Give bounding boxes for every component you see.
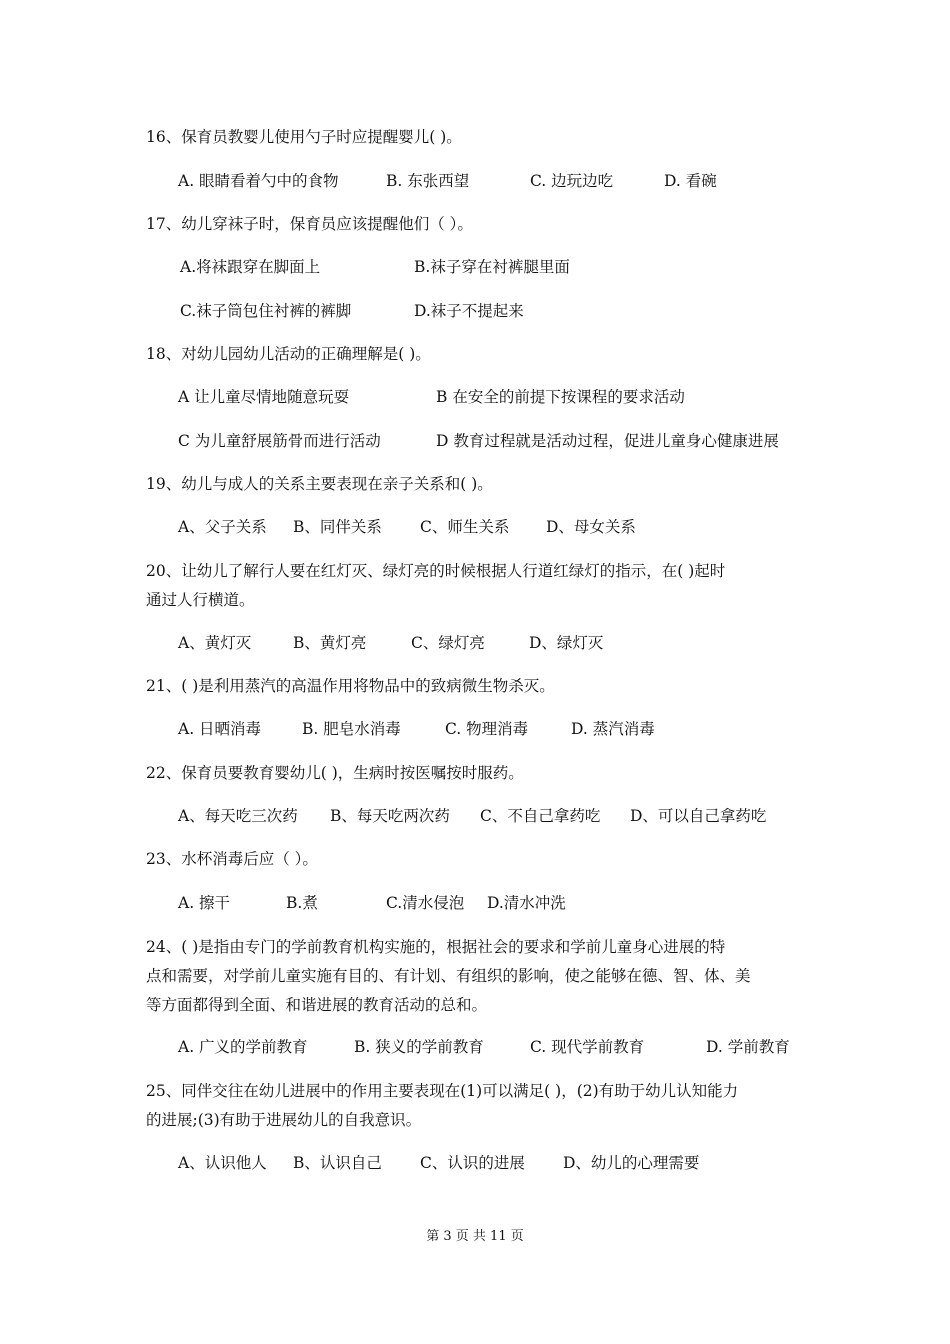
- question-24-option-b: B. 狭义的学前教育: [354, 1038, 484, 1056]
- question-16-option-b: B. 东张西望: [386, 172, 470, 190]
- page-number-footer: 第 3 页 共 11 页: [426, 1229, 524, 1244]
- question-25-option-a: A、认识他人: [178, 1154, 267, 1172]
- question-20-option-b: B、黄灯亮: [293, 634, 367, 652]
- question-18-text: 18、对幼儿园幼儿活动的正确理解是( )。: [146, 345, 431, 363]
- question-17-option-c: C.袜子筒包住衬裤的裤脚: [180, 302, 352, 320]
- question-16-option-a: A. 眼睛看着勺中的食物: [178, 172, 339, 190]
- question-25-option-c: C、认识的进展: [420, 1154, 525, 1172]
- question-25-text-line-2: 的进展;(3)有助于进展幼儿的自我意识。: [146, 1111, 422, 1129]
- question-23-option-c: C.清水侵泡: [386, 894, 465, 912]
- question-24-text-line-2: 点和需要，对学前儿童实施有目的、有计划、有组织的影响，使之能够在德、智、体、美: [146, 967, 751, 985]
- question-19-option-c: C、师生关系: [420, 518, 510, 536]
- question-18-option-b: B 在安全的前提下按课程的要求活动: [436, 388, 685, 406]
- question-19-option-b: B、同伴关系: [293, 518, 382, 536]
- question-21-option-d: D. 蒸汽消毒: [571, 720, 655, 738]
- question-17-option-b: B.袜子穿在衬裤腿里面: [414, 258, 570, 276]
- question-22-option-b: B、每天吃两次药: [330, 807, 450, 825]
- question-20-text-line-2: 通过人行横道。: [146, 591, 255, 609]
- question-22-option-d: D、可以自己拿药吃: [630, 807, 767, 825]
- question-19-text: 19、幼儿与成人的关系主要表现在亲子关系和( )。: [146, 475, 493, 493]
- question-18-option-a: A 让儿童尽情地随意玩耍: [178, 388, 350, 406]
- question-23-option-b: B.煮: [286, 894, 318, 912]
- question-22-option-c: C、不自己拿药吃: [480, 807, 601, 825]
- question-23-text: 23、水杯消毒后应（ ）。: [146, 850, 318, 868]
- question-21-text: 21、( )是利用蒸汽的高温作用将物品中的致病微生物杀灭。: [146, 677, 555, 695]
- question-25-option-d: D、幼儿的心理需要: [563, 1154, 700, 1172]
- question-22-text: 22、保育员要教育婴幼儿( )，生病时按医嘱按时服药。: [146, 764, 524, 782]
- question-23-option-d: D.清水冲洗: [487, 894, 566, 912]
- question-16-text: 16、保育员教婴儿使用勺子时应提醒婴儿( )。: [146, 128, 462, 146]
- question-22-option-a: A、每天吃三次药: [178, 807, 298, 825]
- question-20-option-a: A、黄灯灭: [178, 634, 252, 652]
- question-24-option-c: C. 现代学前教育: [530, 1038, 645, 1056]
- question-17-option-d: D.袜子不提起来: [414, 302, 524, 320]
- question-25-text-line-1: 25、同伴交往在幼儿进展中的作用主要表现在(1)可以满足( )，(2)有助于幼儿认知能力: [146, 1082, 739, 1100]
- question-24-option-d: D. 学前教育: [706, 1038, 790, 1056]
- question-25-option-b: B、认识自己: [293, 1154, 382, 1172]
- question-24-text-line-3: 等方面都得到全面、和谐进展的教育活动的总和。: [146, 996, 488, 1014]
- question-17-option-a: A.将袜跟穿在脚面上: [180, 258, 321, 276]
- question-20-text-line-1: 20、让幼儿了解行人要在红灯灭、绿灯亮的时候根据人行道红绿灯的指示，在( )起时: [146, 562, 726, 580]
- question-23-option-a: A. 擦干: [178, 894, 231, 912]
- question-24-option-a: A. 广义的学前教育: [178, 1038, 308, 1056]
- question-18-option-d: D 教育过程就是活动过程，促进儿童身心健康进展: [436, 432, 779, 450]
- question-16-option-d: D. 看碗: [664, 172, 717, 190]
- question-18-option-c: C 为儿童舒展筋骨而进行活动: [178, 432, 381, 450]
- question-16-option-c: C. 边玩边吃: [530, 172, 614, 190]
- question-19-option-d: D、母女关系: [546, 518, 636, 536]
- question-20-option-c: C、绿灯亮: [411, 634, 485, 652]
- question-24-text-line-1: 24、( )是指由专门的学前教育机构实施的，根据社会的要求和学前儿童身心进展的特: [146, 938, 726, 956]
- question-20-option-d: D、绿灯灭: [529, 634, 604, 652]
- question-21-option-c: C. 物理消毒: [445, 720, 529, 738]
- question-17-text: 17、幼儿穿袜子时，保育员应该提醒他们（ ）。: [146, 215, 473, 233]
- question-19-option-a: A、父子关系: [178, 518, 267, 536]
- question-21-option-a: A. 日晒消毒: [178, 720, 262, 738]
- question-21-option-b: B. 肥皂水消毒: [302, 720, 401, 738]
